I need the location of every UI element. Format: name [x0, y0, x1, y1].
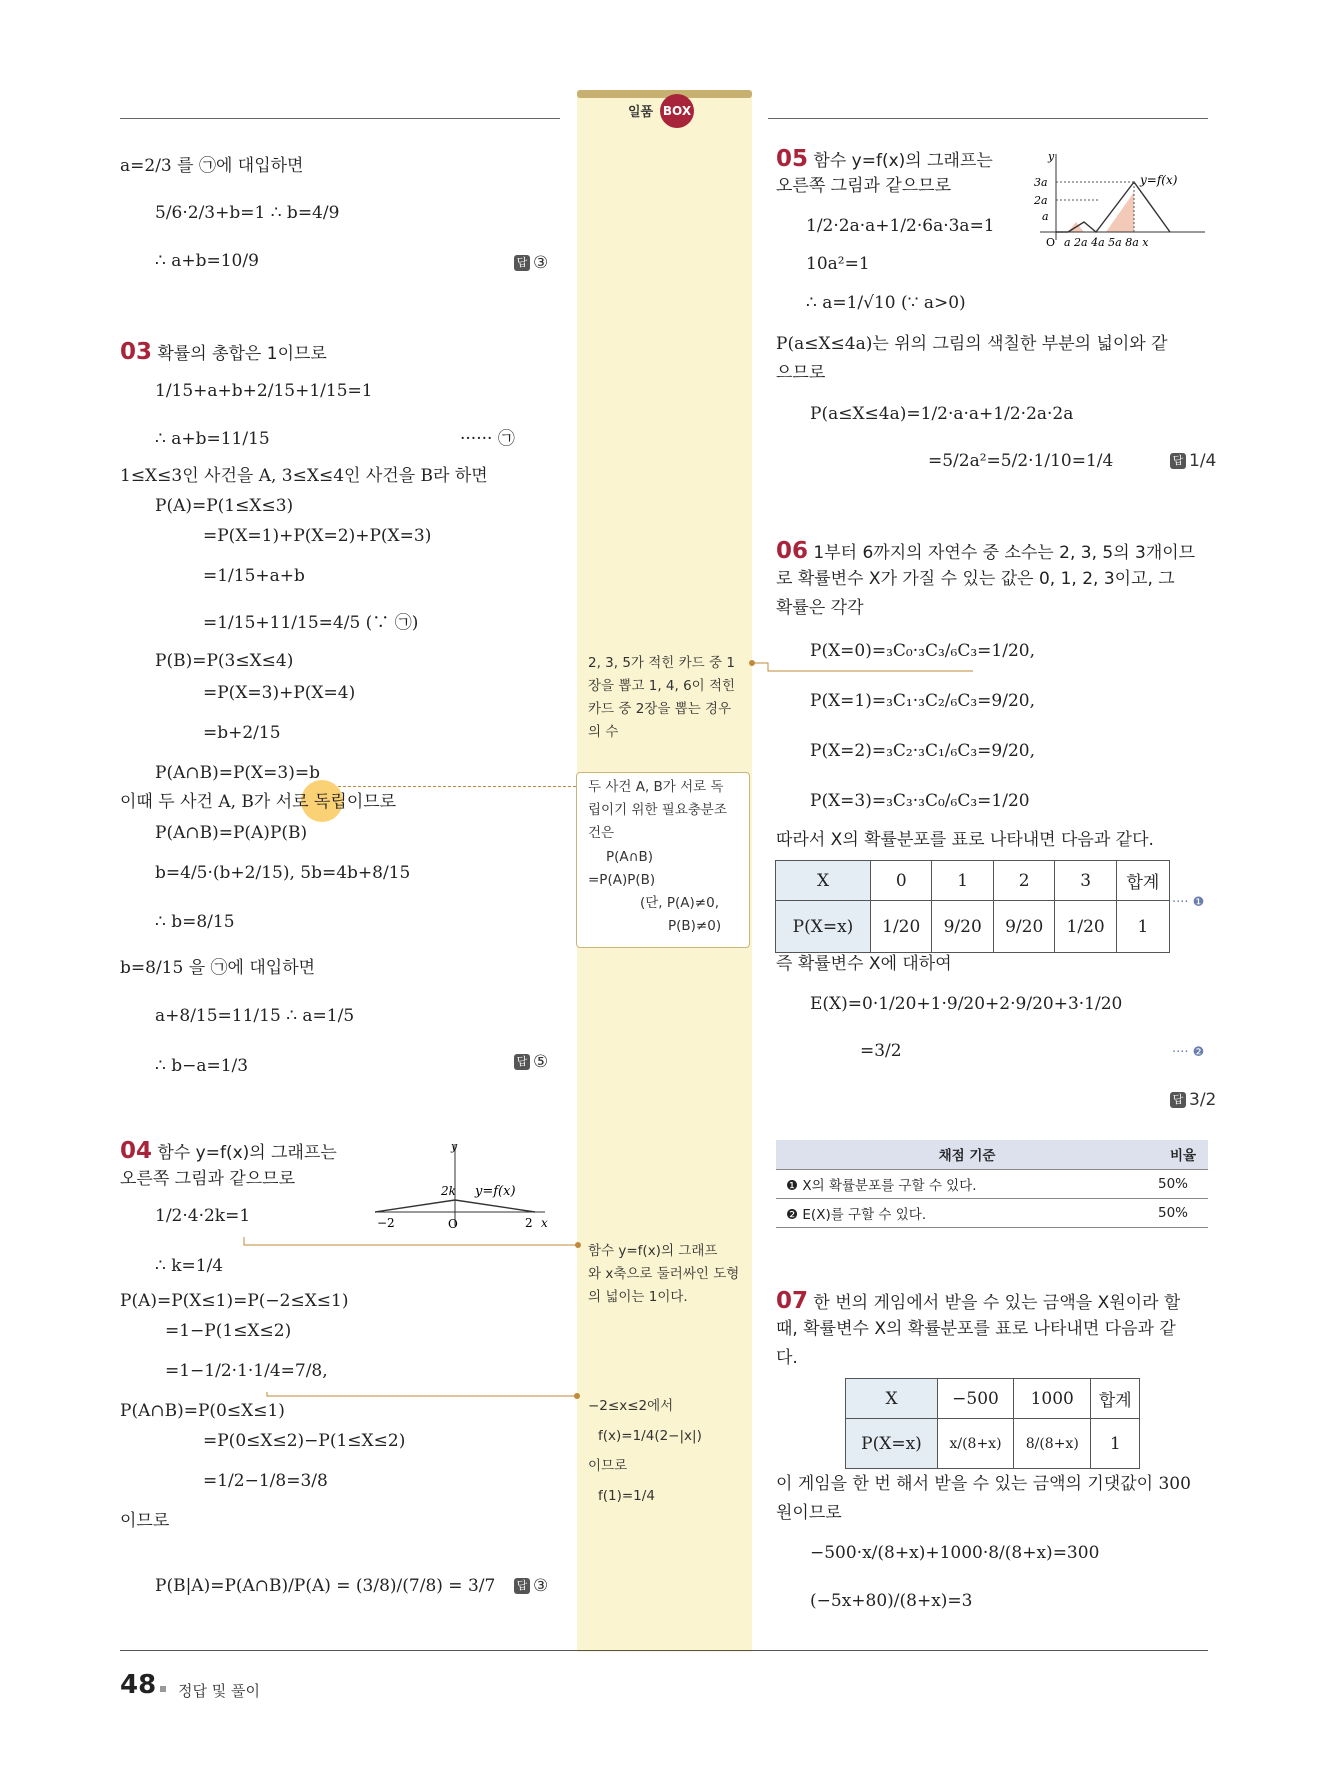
grading-ratio: 50% [1148, 1198, 1208, 1227]
q06-line-7: E(X)=0·1/20+1·9/20+2·9/20+3·1/20 [810, 994, 1123, 1014]
table-cell: −500 [938, 1379, 1014, 1419]
table-cell: 9/20 [993, 901, 1054, 953]
note-3-line: 의 넓이는 1이다. [588, 1289, 688, 1305]
top-rule-right [768, 118, 1208, 119]
table-cell: 3 [1055, 861, 1116, 901]
q05-line-1: 1/2·2a·a+1/2·6a·3a=1 [806, 216, 995, 236]
grading-criteria: ❷ E(X)를 구할 수 있다. [776, 1198, 1148, 1227]
table-row [846, 1379, 1140, 1419]
q04-number: 04 [120, 1138, 153, 1164]
center-tab [577, 90, 752, 98]
note-2-line: 두 사건 A, B가 서로 독 [588, 779, 724, 795]
table-cell: 1 [1116, 901, 1169, 953]
graph05-fx-label: y=f(x) [1140, 173, 1178, 187]
answer-03-value: ⑤ [533, 1052, 549, 1072]
q03-line-4: P(A)=P(1≤X≤3) [155, 496, 294, 516]
table-cell: 합계 [1116, 861, 1169, 901]
graph05-a-label: a [1042, 210, 1049, 223]
graph04-x-label: x [541, 1216, 548, 1230]
graph04-p2-label: 2 [525, 1216, 533, 1230]
answer-02-value: ③ [533, 253, 549, 273]
q06-number: 06 [776, 538, 809, 564]
table-cell: X [846, 1379, 938, 1419]
note-1-line: 의 수 [588, 724, 619, 740]
q06-header [776, 540, 1195, 564]
note-3-line: 와 x축으로 둘러싸인 도형 [588, 1266, 740, 1282]
q06-line-6: 즉 확률변수 X에 대하여 [776, 954, 952, 974]
q03-line-8: P(B)=P(3≤X≤4) [155, 651, 294, 671]
q03-line-17: a+8/15=11/15 ∴ a=1/5 [155, 1006, 355, 1026]
q06-intro-1: 1부터 6까지의 자연수 중 소수는 2, 3, 5의 3개이므 [813, 543, 1196, 563]
table-cell: 9/20 [932, 901, 993, 953]
q03-line-9: =P(X=3)+P(X=4) [203, 683, 356, 703]
answer-icon: 답 [514, 1054, 530, 1070]
q06-prob-1: P(X=1)=₃C₁·₃C₂/₆C₃=9/20, [810, 691, 1035, 711]
note-2-line: P(B)≠0) [668, 918, 722, 934]
table-cell: P(X=x) [776, 901, 871, 953]
q03-line-13: P(A∩B)=P(A)P(B) [155, 823, 308, 843]
note-2-line: (단, P(A)≠0, [640, 895, 719, 911]
q03-line-2-ref: ······ ㉠ [460, 429, 515, 449]
q03-line-2: ∴ a+b=11/15 [155, 429, 270, 449]
q06-distribution-table [775, 860, 1170, 953]
q05-intro-2: 오른쪽 그림과 같으므로 [776, 176, 952, 196]
note-1-line: 2, 3, 5가 적힌 카드 중 1 [588, 655, 735, 671]
answer-04-value: ③ [533, 1576, 549, 1596]
table-cell: P(X=x) [846, 1419, 938, 1469]
note-4-line: 이므로 [588, 1458, 628, 1474]
q04-line-6: P(A∩B)=P(0≤X≤1) [120, 1401, 285, 1421]
answer-icon: 답 [1170, 453, 1186, 469]
q06-line-5: 따라서 X의 확률분포를 표로 나타내면 다음과 같다. [776, 830, 1154, 850]
table-row [846, 1419, 1140, 1469]
q03-line-1: 1/15+a+b+2/15+1/15=1 [155, 381, 373, 401]
bottom-rule [120, 1650, 1208, 1651]
q04-header [120, 1140, 337, 1164]
answer-04 [514, 1576, 548, 1596]
q04-line-3: P(A)=P(X≤1)=P(−2≤X≤1) [120, 1291, 349, 1311]
graph05-3a-label: 3a [1034, 176, 1048, 189]
q07-intro-2: 때, 확률변수 X의 확률분포를 표로 나타내면 다음과 같 [776, 1319, 1176, 1339]
q03-line-11: P(A∩B)=P(X=3)=b [155, 763, 320, 783]
q06-intro-2: 로 확률변수 X가 가질 수 있는 값은 0, 1, 2, 3이고, 그 [776, 569, 1175, 589]
note-4-line: −2≤x≤2에서 [588, 1398, 674, 1414]
q05-header [776, 148, 993, 172]
q07-number: 07 [776, 1288, 809, 1314]
grading-header-row [776, 1140, 1208, 1169]
note-1-line: 장을 뽑고 1, 4, 6이 적힌 [588, 678, 736, 694]
answer-icon: 답 [514, 255, 530, 271]
q03-line-14: b=4/5·(b+2/15), 5b=4b+8/15 [155, 863, 411, 883]
q03-line-10: =b+2/15 [203, 723, 281, 743]
table-cell: 0 [871, 861, 932, 901]
q07-intro-1: 한 번의 게임에서 받을 수 있는 금액을 X원이라 할 [813, 1293, 1181, 1313]
q03-header [120, 341, 327, 365]
q05-line-2: 10a²=1 [806, 254, 870, 274]
q06-prob-2: P(X=2)=₃C₂·₃C₁/₆C₃=9/20, [810, 741, 1035, 761]
q04-intro-1: 함수 y=f(x)의 그래프는 [157, 1143, 337, 1163]
q04-line-9: 이므로 [120, 1511, 170, 1531]
table-cell: 1000 [1014, 1379, 1091, 1419]
q04-line-4: =1−P(1≤X≤2) [165, 1321, 292, 1341]
note-4-line: f(1)=1/4 [598, 1488, 655, 1504]
q03-line-6: =1/15+a+b [203, 566, 305, 586]
q03-line-16: b=8/15 을 ㉠에 대입하면 [120, 958, 316, 978]
q06-mark-1: ···· ❶ [1172, 895, 1205, 910]
graph-04 [375, 1138, 555, 1232]
q05-line-7: =5/2a²=5/2·1/10=1/4 [928, 451, 1114, 471]
q03-intro: 확률의 총합은 1이므로 [157, 344, 327, 364]
answer-06-value: 3/2 [1189, 1090, 1217, 1110]
q07-line-3: −500·x/(8+x)+1000·8/(8+x)=300 [810, 1543, 1100, 1563]
q07-distribution-table [845, 1378, 1140, 1469]
q05-line-6: P(a≤X≤4a)=1/2·a·a+1/2·2a·2a [810, 404, 1074, 424]
q03-line-3: 1≤X≤3인 사건을 A, 3≤X≤4인 사건을 B라 하면 [120, 466, 488, 486]
q07-header [776, 1290, 1180, 1314]
graph05-y-label: y [1048, 150, 1055, 163]
grading-row [776, 1169, 1208, 1198]
graph04-fx-label: y=f(x) [475, 1184, 516, 1199]
answer-06 [1170, 1090, 1216, 1110]
graph05-2a-label: 2a [1034, 194, 1048, 207]
table-cell: 1/20 [1055, 901, 1116, 953]
box-badge: BOX [660, 94, 694, 128]
page-number: 48 [120, 1670, 157, 1700]
q07-line-2: 원이므로 [776, 1503, 842, 1523]
top-rule-left [120, 118, 560, 119]
graph05-o-label: O [1046, 236, 1056, 249]
q03-line-15: ∴ b=8/15 [155, 912, 235, 932]
table-cell: X [776, 861, 871, 901]
answer-icon: 답 [514, 1578, 530, 1594]
footer-bullet [160, 1686, 166, 1692]
q07-line-1: 이 게임을 한 번 해서 받을 수 있는 금액의 기댓값이 300 [776, 1474, 1191, 1494]
note-2-connector [338, 786, 576, 787]
note-2-line: 립이기 위한 필요충분조 [588, 802, 727, 818]
section-title: 정답 및 풀이 [178, 1682, 260, 1700]
note-1-line: 카드 중 2장을 뽑는 경우 [588, 701, 732, 717]
q04-line-8: =1/2−1/8=3/8 [203, 1471, 328, 1491]
q05-intro-1: 함수 y=f(x)의 그래프는 [813, 151, 993, 171]
answer-icon: 답 [1170, 1092, 1186, 1108]
table-cell: 1 [932, 861, 993, 901]
grading-header-ratio: 비율 [1148, 1140, 1208, 1169]
note-2-line: 건은 [588, 825, 615, 841]
note-2-line: =P(A)P(B) [588, 872, 656, 888]
left-line-2: 5/6·2/3+b=1 ∴ b=4/9 [155, 203, 340, 223]
table-cell: 2 [993, 861, 1054, 901]
grading-header-criteria: 채점 기준 [776, 1140, 1148, 1169]
q06-line-8: =3/2 [860, 1041, 902, 1061]
grading-row [776, 1198, 1208, 1227]
q03-line-18: ∴ b−a=1/3 [155, 1056, 249, 1076]
table-cell: 1 [1091, 1419, 1140, 1469]
q04-line-2: ∴ k=1/4 [155, 1256, 224, 1276]
table-cell: 1/20 [871, 901, 932, 953]
answer-05-value: 1/4 [1189, 451, 1217, 471]
graph-05 [1030, 150, 1210, 250]
note-2-line: P(A∩B) [606, 849, 654, 865]
graph04-m2-label: −2 [377, 1216, 395, 1230]
q06-intro-3: 확률은 각각 [776, 598, 864, 618]
box-label: 일품 [628, 105, 654, 120]
note-3-connector [240, 1235, 585, 1255]
q06-prob-0: P(X=0)=₃C₀·₃C₃/₆C₃=1/20, [810, 641, 1035, 661]
graph05-x-ticks: a 2a 4a 5a 8a x [1064, 236, 1149, 249]
graph04-k-label: 2k [441, 1184, 456, 1198]
table-row [776, 861, 1170, 901]
q07-line-4: (−5x+80)/(8+x)=3 [810, 1591, 973, 1611]
q04-line-1: 1/2·4·2k=1 [155, 1206, 251, 1226]
q05-number: 05 [776, 146, 809, 172]
table-cell: 8/(8+x) [1014, 1419, 1091, 1469]
grading-ratio: 50% [1148, 1169, 1208, 1198]
grading-table [776, 1140, 1208, 1228]
left-line-1: a=2/3 를 ㉠에 대입하면 [120, 156, 304, 176]
q04-line-10: P(B|A)=P(A∩B)/P(A) = (3/8)/(7/8) = 3/7 [155, 1576, 496, 1596]
q06-prob-3: P(X=3)=₃C₃·₃C₀/₆C₃=1/20 [810, 791, 1030, 811]
graph04-o-label: O [448, 1217, 458, 1231]
q07-intro-3: 다. [776, 1348, 798, 1368]
q04-line-5: =1−1/2·1·1/4=7/8, [165, 1361, 328, 1381]
table-cell: 합계 [1091, 1379, 1140, 1419]
grading-criteria: ❶ X의 확률분포를 구할 수 있다. [776, 1169, 1148, 1198]
answer-03 [514, 1052, 548, 1072]
q03-line-7: =1/15+11/15=4/5 (∵ ㉠) [203, 613, 419, 633]
q04-line-7: =P(0≤X≤2)−P(1≤X≤2) [203, 1431, 406, 1451]
answer-02 [514, 253, 548, 273]
left-line-3: ∴ a+b=10/9 [155, 251, 259, 271]
note-3-line: 함수 y=f(x)의 그래프 [588, 1243, 718, 1259]
q06-mark-2: ···· ❷ [1172, 1045, 1205, 1060]
q03-number: 03 [120, 339, 153, 365]
answer-05 [1170, 451, 1216, 471]
table-cell: x/(8+x) [938, 1419, 1014, 1469]
q05-line-5: 으므로 [776, 363, 826, 383]
graph04-y-label: y [451, 1140, 458, 1153]
table-row [776, 901, 1170, 953]
note-4-line: f(x)=1/4(2−|x|) [598, 1428, 702, 1444]
q03-line-12: 이때 두 사건 A, B가 서로 독립이므로 [120, 792, 397, 812]
q05-line-4: P(a≤X≤4a)는 위의 그림의 색칠한 부분의 넓이와 같 [776, 334, 1168, 354]
q03-line-5: =P(X=1)+P(X=2)+P(X=3) [203, 526, 432, 546]
q05-line-3: ∴ a=1/√10 (∵ a>0) [806, 293, 966, 313]
note-4-connector [265, 1390, 585, 1404]
q04-intro-2: 오른쪽 그림과 같으므로 [120, 1169, 296, 1189]
